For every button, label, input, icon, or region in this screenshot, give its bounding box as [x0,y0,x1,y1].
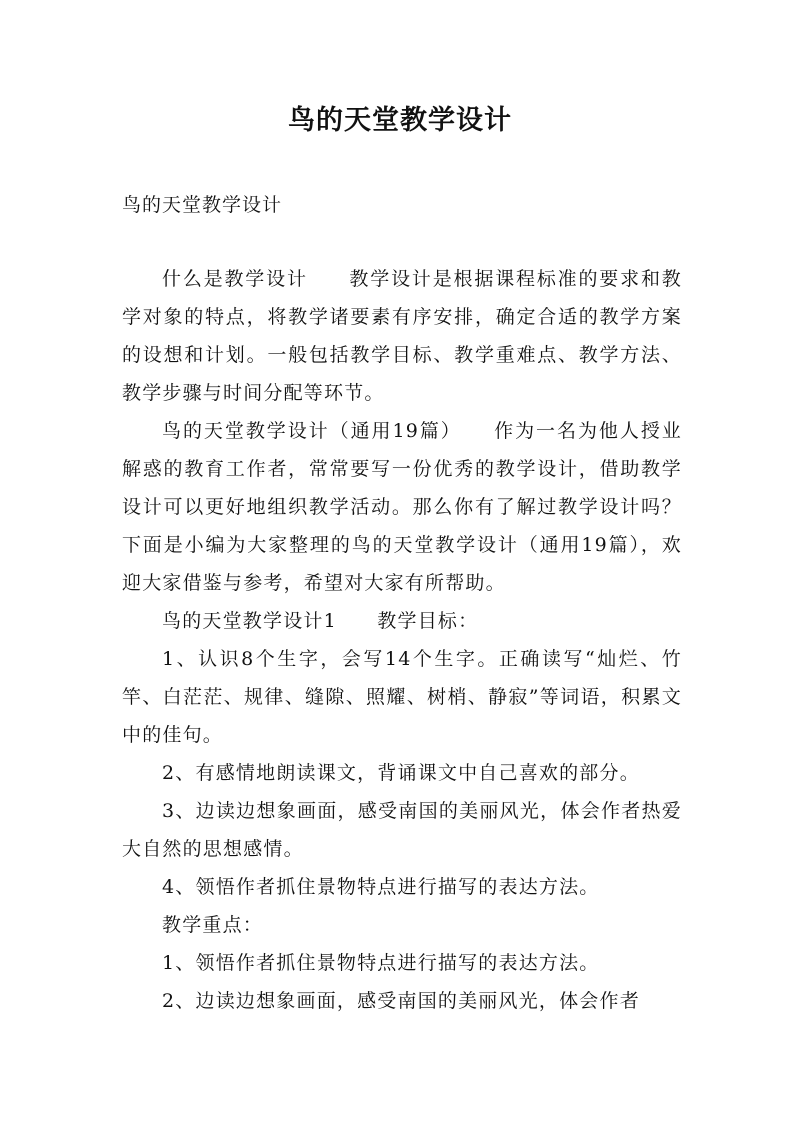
paragraph-goal-3: 3、边读边想象画面，感受南国的美丽风光，体会作者热爱大自然的思想感情。 [122,800,682,860]
paragraph-intro: 什么是教学设计 教学设计是根据课程标准的要求和教学对象的特点，将教学诸要素有序安排，确定合适的教学方案的设想和计划。一般包括教学目标、教学重难点、教学方法、教学步骤与时间分配等环节。 [122,268,682,404]
paragraph-goal-2: 2、有感情地朗读课文，背诵课文中自己喜欢的部分。 [162,762,640,784]
document-title: 鸟的天堂教学设计 [288,105,512,136]
paragraph-key-points-heading: 教学重点： [162,914,264,936]
paragraph-key-point-2: 2、边读边想象画面，感受南国的美丽风光，体会作者 [162,990,640,1012]
paragraph-section-heading: 鸟的天堂教学设计1 教学目标： [162,610,479,632]
paragraph-key-point-1: 1、领悟作者抓住景物特点进行描写的表达方法。 [162,952,600,974]
document-subtitle: 鸟的天堂教学设计 [122,194,283,216]
paragraph-goal-1: 1、认识8个生字，会写14个生字。正确读写“灿烂、竹竿、白茫茫、规律、缝隙、照耀、树梢、静寂”等词语，积累文中的佳句。 [122,648,682,746]
paragraph-overview: 鸟的天堂教学设计（通用19篇） 作为一名为他人授业解惑的教育工作者，常常要写一份优秀的教学设计，借助教学设计可以更好地组织教学活动。那么你有了解过教学设计吗？下面是小编为大家整理的鸟的天堂教学设计（通用19篇），欢迎大家借鉴与参考，希望对大家有所帮助。 [122,420,682,594]
paragraph-goal-4: 4、领悟作者抓住景物特点进行描写的表达方法。 [162,876,600,898]
document-body [122,260,682,1020]
